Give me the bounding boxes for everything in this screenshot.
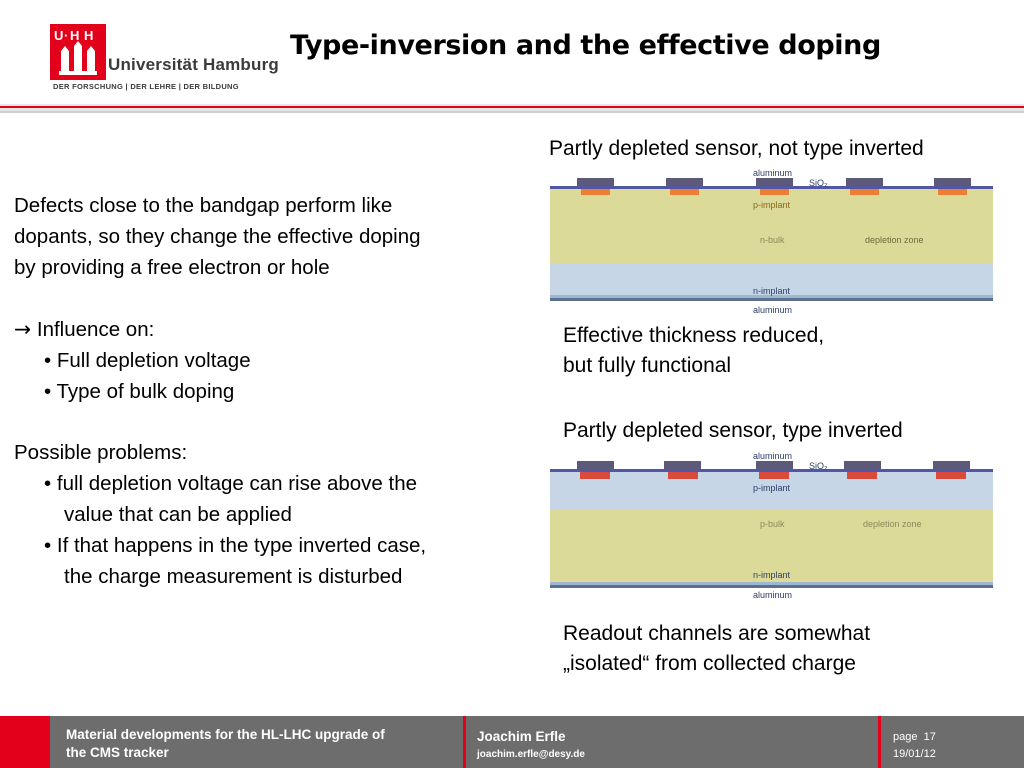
aluminum-strip bbox=[934, 178, 971, 186]
label-aluminum-top: aluminum bbox=[753, 451, 793, 461]
implant-strip bbox=[580, 472, 610, 479]
note-inverted-line1: Readout channels are somewhat bbox=[563, 622, 871, 645]
slide-title: Type-inversion and the effective doping bbox=[290, 30, 881, 61]
text-line: by providing a free electron or hole bbox=[14, 255, 330, 279]
influence-label: Influence on: bbox=[36, 318, 155, 342]
implant-strip bbox=[581, 189, 610, 195]
page-info bbox=[893, 731, 936, 743]
footer-bar bbox=[0, 716, 1024, 768]
implant-strip bbox=[847, 472, 877, 479]
caption-not-inverted: Partly depleted sensor, not type inverted bbox=[549, 137, 924, 160]
uhh-logo-icon bbox=[50, 24, 110, 82]
label-implant-bottom: n-implant bbox=[753, 286, 791, 296]
back-aluminum bbox=[550, 585, 993, 588]
implant-strip bbox=[850, 189, 879, 195]
bullet-item: • Type of bulk doping bbox=[44, 379, 235, 403]
svg-text:H: H bbox=[70, 28, 80, 43]
problems-heading: Possible problems: bbox=[14, 441, 188, 465]
arrow-right-icon: → bbox=[14, 317, 32, 342]
label-aluminum-bottom: aluminum bbox=[753, 590, 793, 600]
bullet-continuation: value that can be applied bbox=[64, 502, 292, 526]
label-aluminum-bottom: aluminum bbox=[753, 305, 793, 315]
oxide-layer bbox=[550, 469, 993, 472]
talk-title bbox=[66, 726, 385, 762]
sensor-diagram-inverted bbox=[547, 451, 997, 603]
label-implant-bottom: n-implant bbox=[753, 570, 791, 580]
talk-title-line1: Material developments for the HL-LHC upgrade of bbox=[66, 727, 385, 742]
bullet-item: • If that happens in the type inverted case, bbox=[44, 533, 427, 557]
label-bulk: n-bulk bbox=[760, 235, 785, 245]
university-name: Universität Hamburg bbox=[108, 55, 280, 74]
label-depletion-zone: depletion zone bbox=[865, 235, 924, 245]
author-name: Joachim Erfle bbox=[477, 729, 566, 744]
implant-strip bbox=[936, 472, 966, 479]
aluminum-strip bbox=[846, 178, 883, 186]
label-sio2: SiO₂ bbox=[809, 461, 828, 471]
label-implant-top: p-implant bbox=[753, 483, 791, 493]
back-aluminum bbox=[550, 298, 993, 301]
influence-heading bbox=[14, 314, 534, 346]
label-implant-top: p-implant bbox=[753, 200, 791, 210]
bullet-item: • Full depletion voltage bbox=[44, 348, 251, 372]
oxide-layer bbox=[550, 186, 993, 189]
author-email: joachim.erfle@desy.de bbox=[477, 749, 585, 760]
university-tagline: DER FORSCHUNG | DER LEHRE | DER BILDUNG bbox=[53, 82, 239, 91]
aluminum-strip bbox=[844, 461, 881, 469]
text-line: dopants, so they change the effective doping bbox=[14, 224, 421, 248]
bullet-continuation: the charge measurement is disturbed bbox=[64, 564, 403, 588]
implant-strip bbox=[759, 472, 789, 479]
footer-accent bbox=[0, 716, 50, 768]
aluminum-strip bbox=[577, 178, 614, 186]
note-inverted-line2: „isolated“ from collected charge bbox=[563, 652, 856, 675]
aluminum-strip bbox=[666, 178, 703, 186]
bullet-item: • full depletion voltage can rise above the bbox=[44, 472, 418, 496]
aluminum-strip bbox=[664, 461, 701, 469]
label-sio2: SiO₂ bbox=[809, 178, 828, 188]
body-text bbox=[14, 191, 534, 592]
text-line: Defects close to the bandgap perform like bbox=[14, 194, 393, 217]
note-not-inverted-line1: Effective thickness reduced, bbox=[563, 324, 825, 347]
svg-text:·: · bbox=[64, 28, 69, 43]
aluminum-strip bbox=[933, 461, 970, 469]
label-aluminum-top: aluminum bbox=[753, 168, 793, 178]
aluminum-strip bbox=[756, 461, 793, 469]
implant-strip bbox=[760, 189, 789, 195]
svg-text:U: U bbox=[54, 28, 64, 43]
caption-inverted: Partly depleted sensor, type inverted bbox=[563, 419, 903, 442]
talk-title-line2: the CMS tracker bbox=[66, 745, 169, 760]
footer-separator bbox=[878, 716, 881, 768]
page-number: 17 bbox=[923, 731, 936, 743]
label-bulk: p-bulk bbox=[760, 519, 785, 529]
label-depletion-zone: depletion zone bbox=[863, 519, 922, 529]
svg-text:H: H bbox=[84, 28, 94, 43]
implant-strip bbox=[670, 189, 699, 195]
implant-strip bbox=[938, 189, 967, 195]
aluminum-strip bbox=[577, 461, 614, 469]
slide-date: 19/01/12 bbox=[893, 748, 936, 760]
back-implant bbox=[550, 582, 993, 585]
footer-separator bbox=[463, 716, 466, 768]
header-divider bbox=[0, 100, 1024, 118]
aluminum-strip bbox=[756, 178, 793, 186]
implant-strip bbox=[668, 472, 698, 479]
note-not-inverted-line2: but fully functional bbox=[563, 354, 732, 377]
page-label: page bbox=[893, 731, 918, 743]
sensor-diagram-not-inverted bbox=[547, 168, 997, 318]
